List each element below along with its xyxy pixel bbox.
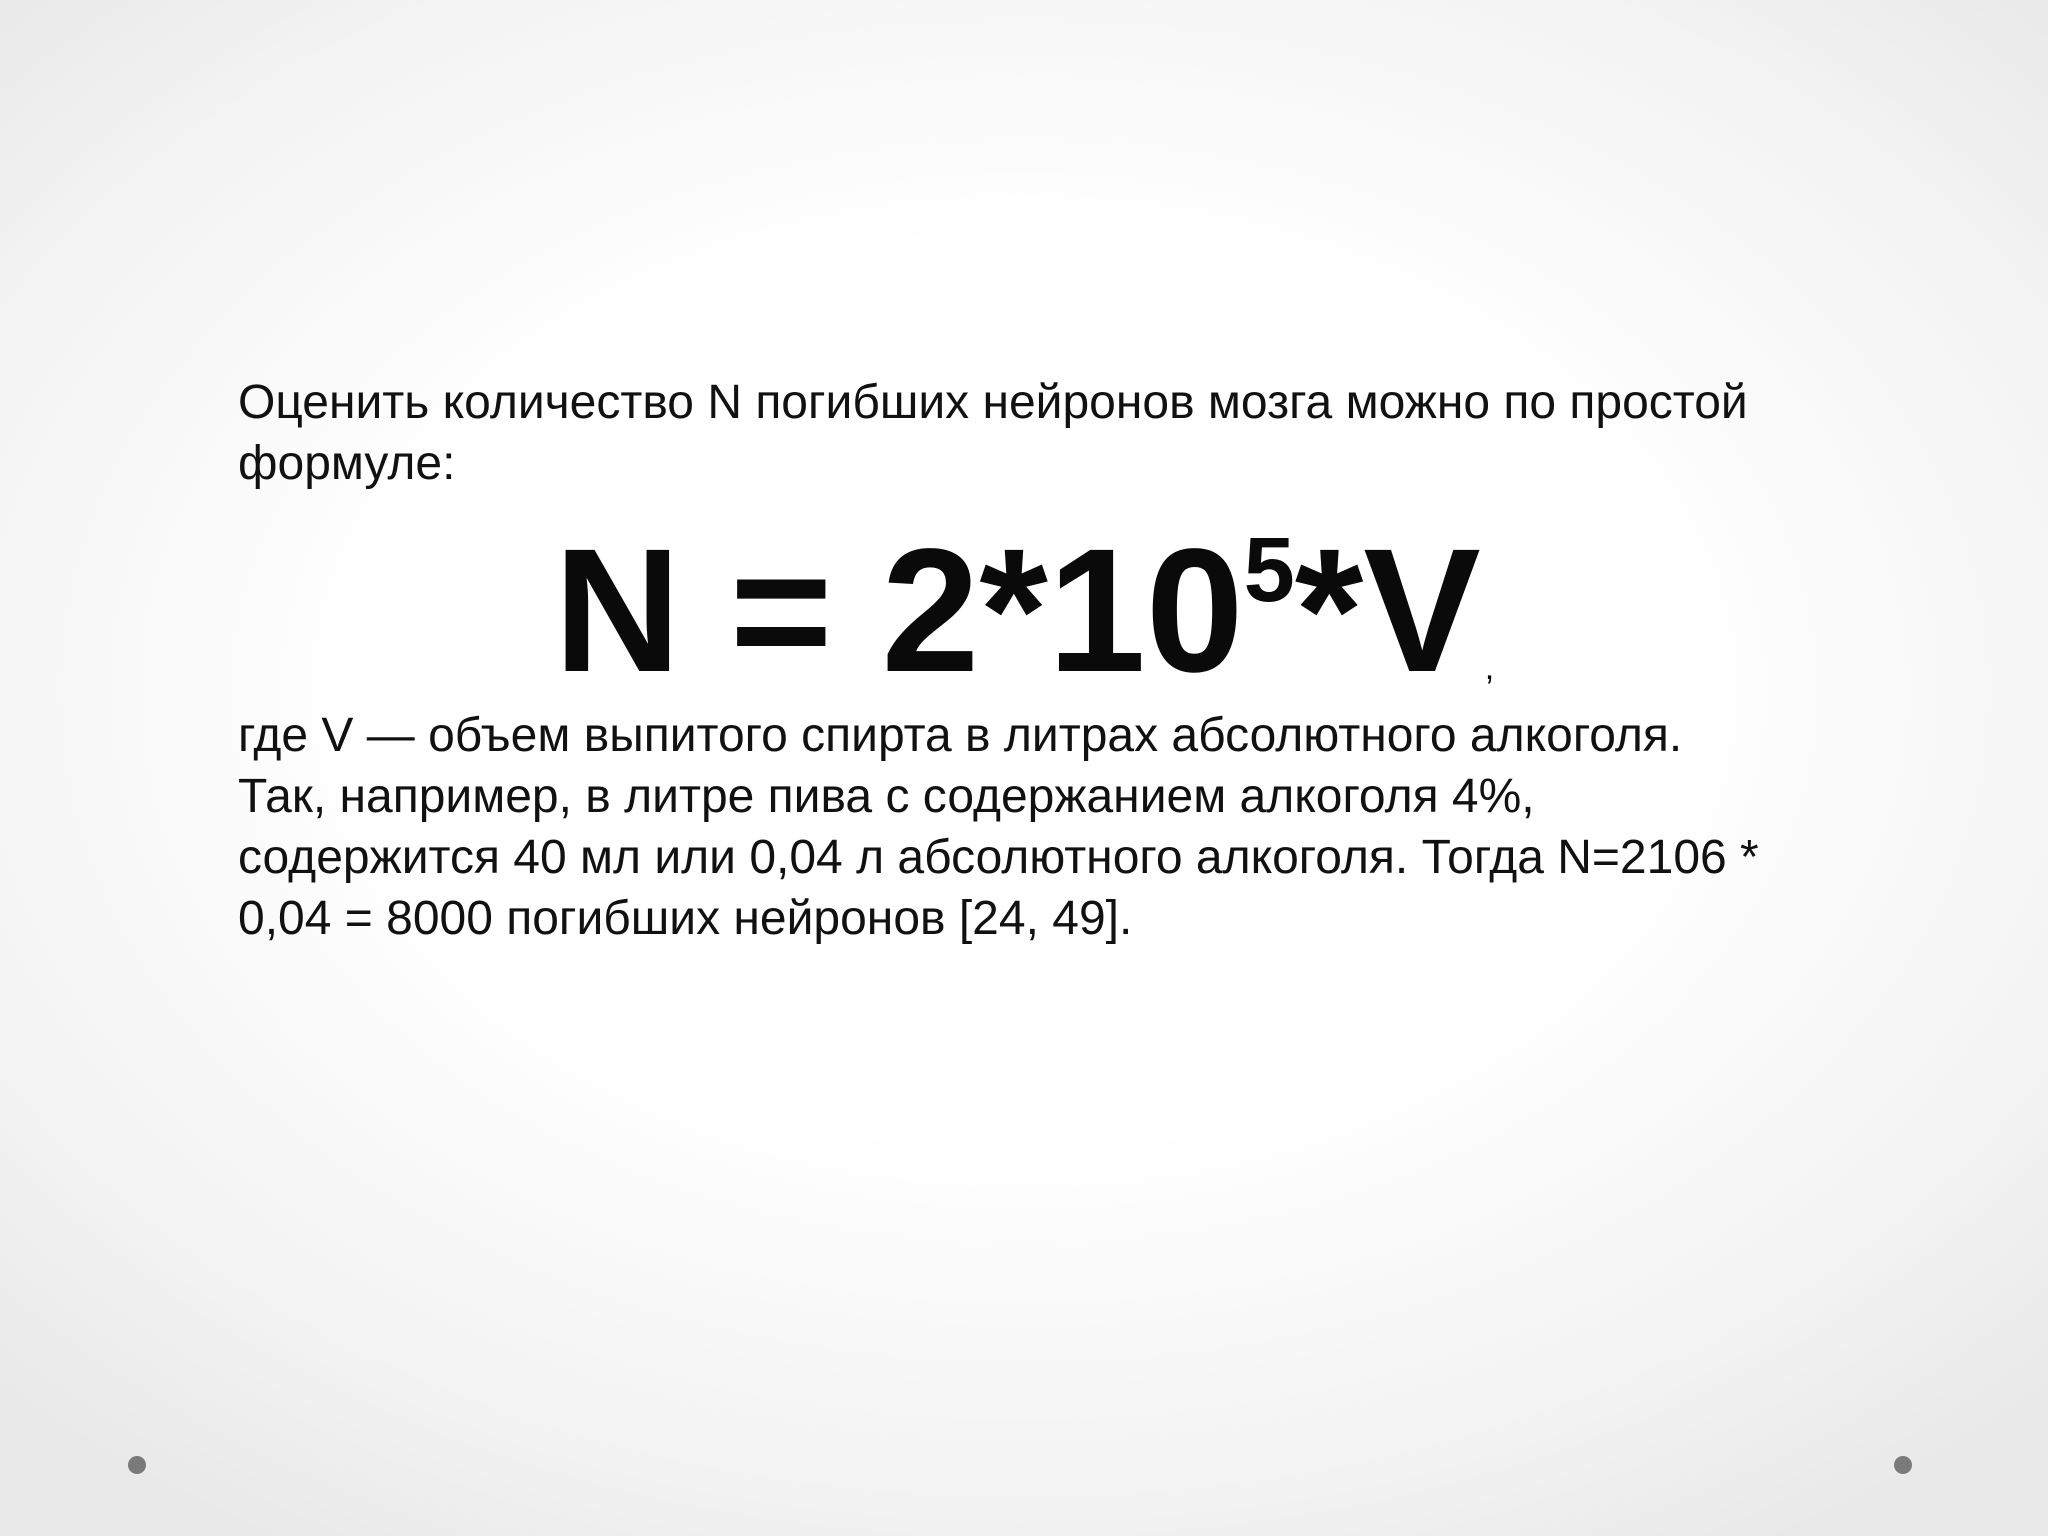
explanation-line: 0,04 = 8000 погибших нейронов [24, 49]. — [238, 892, 1133, 945]
formula-tail: *V — [1294, 513, 1481, 709]
explanation-paragraph — [238, 705, 1938, 949]
explanation-line: где V — объем выпитого спирта в литрах абсолютного алкоголя. — [238, 709, 1683, 762]
explanation-line: содержится 40 мл или 0,04 л абсолютного алкоголя. Тогда N=2106 * — [238, 831, 1759, 884]
formula-base: N = 2*10 — [553, 513, 1244, 709]
formula-exponent: 5 — [1243, 519, 1295, 621]
intro-paragraph: Оценить количество N погибших нейронов мозга можно по простой формуле: — [238, 376, 1748, 490]
explanation-line: Так, например, в литре пива с содержанием алкоголя 4%, — [238, 770, 1535, 823]
corner-dot-icon — [128, 1456, 146, 1474]
corner-dot-icon — [1894, 1456, 1912, 1474]
formula-comma: , — [1484, 649, 1495, 687]
